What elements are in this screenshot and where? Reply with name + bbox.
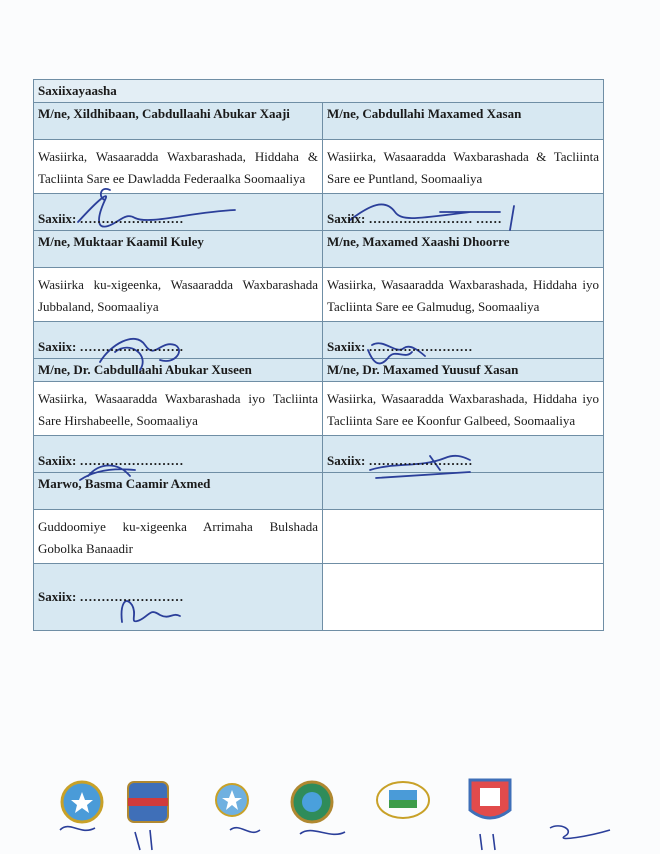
signature-cell: Saxiix: …………………… <box>323 322 604 359</box>
signatory-name: M/ne, Dr. Maxamed Yuusuf Xasan <box>323 359 604 382</box>
signatory-name: M/ne, Cabdullahi Maxamed Xasan <box>323 103 604 140</box>
signatory-name: Marwo, Basma Caamir Axmed <box>34 473 323 510</box>
puntland-seal-icon <box>377 782 429 818</box>
signature-cell: Saxiix: …………………… …… <box>323 194 604 231</box>
signatory-name: M/ne, Muktaar Kaamil Kuley <box>34 231 323 268</box>
signature-label: Saxiix: <box>38 589 77 604</box>
signatory-role: Wasiirka ku-xigeenka, Wasaaradda Waxbarashada Jubbaland, Soomaaliya <box>34 268 323 322</box>
signatory-name: M/ne, Xildhibaan, Cabdullaahi Abukar Xaaji <box>34 103 323 140</box>
signatories-table <box>33 79 604 631</box>
signature-cell: Saxiix: …………………… <box>34 322 323 359</box>
signature-cell: Saxiix: …………………… <box>323 436 604 473</box>
hirshabeelle-seal-icon <box>216 784 248 816</box>
empty-cell <box>323 473 604 510</box>
signature-label: Saxiix: <box>38 211 77 226</box>
signature-label: Saxiix: <box>38 453 77 468</box>
signatory-role: Wasiirka, Wasaaradda Waxbarashada, Hiddaha & Tacliinta Sare ee Dawladda Federaalka Soomaaliya <box>34 140 323 194</box>
empty-cell <box>323 564 604 631</box>
somalia-federal-seal-icon <box>62 782 102 822</box>
initials-row <box>60 826 610 850</box>
signature-label: Saxiix: <box>327 453 366 468</box>
signature-cell: Saxiix: …………………… <box>34 564 323 631</box>
signature-label: Saxiix: <box>327 211 366 226</box>
signature-cell: Saxiix: …………………… <box>34 194 323 231</box>
signatory-role: Guddoomiye ku-xigeenka Arrimaha Bulshada Gobolka Banaadir <box>34 510 323 564</box>
signature-label: Saxiix: <box>38 339 77 354</box>
galmudug-seal-icon <box>292 782 332 822</box>
signatory-role: Wasiirka, Wasaaradda Waxbarashada iyo Tacliinta Sare Hirshabeelle, Soomaaliya <box>34 382 323 436</box>
signature-label: Saxiix: <box>327 339 366 354</box>
empty-cell <box>323 510 604 564</box>
signatory-role: Wasiirka, Wasaaradda Waxbarashada & Tacliinta Sare ee Puntland, Soomaaliya <box>323 140 604 194</box>
southwest-seal-icon <box>470 780 510 818</box>
jubbaland-seal-icon <box>128 782 168 822</box>
signatory-role: Wasiirka, Wasaaradda Waxbarashada, Hiddaha iyo Tacliinta Sare ee Galmudug, Soomaaliya <box>323 268 604 322</box>
signature-cell: Saxiix: …………………… <box>34 436 323 473</box>
signatory-name: M/ne, Maxamed Xaashi Dhoorre <box>323 231 604 268</box>
section-title: Saxiixayaasha <box>34 80 604 103</box>
signatory-name: M/ne, Dr. Cabdullaahi Abukar Xuseen <box>34 359 323 382</box>
signatory-role: Wasiirka, Wasaaradda Waxbarashada, Hiddaha iyo Tacliinta Sare ee Koonfur Galbeed, Soomaaliya <box>323 382 604 436</box>
seals-row <box>0 770 660 854</box>
